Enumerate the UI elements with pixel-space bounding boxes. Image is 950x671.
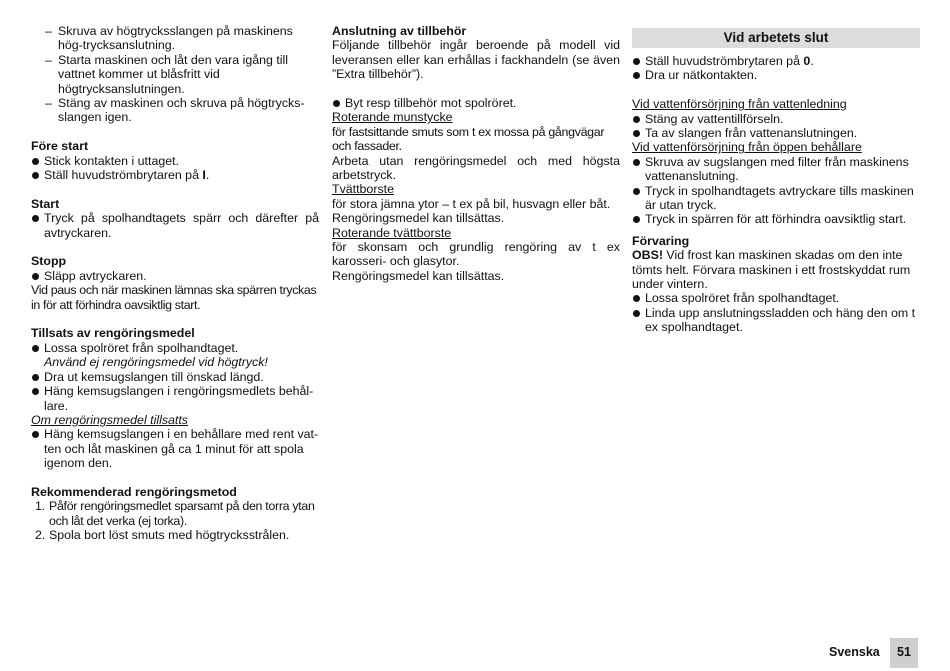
page-number: 51: [890, 638, 918, 668]
body-text: Rengöringsmedel kan tillsättas.: [332, 268, 505, 283]
dash-item: – Skruva av högtrycksslangen på maskinens hög-trycksanslutning.: [31, 24, 319, 53]
warning-text: Använd ej rengöringsmedel vid högtryck!: [44, 355, 268, 370]
body-text: för stora jämna ytor – t ex på bil, husvagn eller båt.: [332, 196, 611, 211]
bullet-item: Häng kemsugslangen i rengöringsmedlets behål-lare.: [31, 384, 319, 413]
heading-fore-start: Före start: [31, 139, 89, 154]
heading-anslutning: Anslutning av tillbehör: [332, 24, 467, 38]
bullet-text: Ställ huvudströmbrytaren på: [645, 54, 804, 68]
step-text: Spola bort löst smuts med högtrycksstrålen.: [49, 528, 290, 543]
section-title-vid-arbetets-slut: Vid arbetets slut: [632, 28, 920, 48]
dash-item: – Stäng av maskinen och skruva på högtrycks-slangen igen.: [31, 96, 319, 125]
obs-text: Vid frost kan maskinen skadas om den inte tömts helt. Förvara maskinen i ett frostskyddat rum under vintern.: [632, 248, 911, 292]
intro-text: Följande tillbehör ingår beroende på modell vid leveransen eller kan erhållas i fackhandeln (se även ”Extra tillbehör”).: [332, 38, 620, 82]
numbered-step: [31, 499, 319, 528]
subheading-oppen-behallare: Vid vattenförsörjning från öppen behållare: [632, 140, 862, 155]
heading-tillsats: Tillsats av rengöringsmedel: [31, 326, 195, 341]
bullet-text: Ställ huvudströmbrytaren på: [44, 168, 203, 183]
column-right: [632, 28, 920, 335]
bullet-item: Lossa spolröret från spolhandtaget.: [632, 291, 920, 305]
bullet-item: Släpp avtryckaren.: [31, 269, 319, 283]
subheading-roterande-munstycke: Roterande munstycke: [332, 110, 453, 125]
body-text: för skonsam och grundlig rengöring av t ex karosseri- och glasytor.: [332, 240, 620, 269]
bullet-item: [632, 54, 920, 68]
bullet-item: Ta av slangen från vattenanslutningen.: [632, 126, 920, 140]
column-left: [31, 24, 319, 543]
bullet-item: Dra ut kemsugslangen till önskad längd.: [31, 370, 319, 384]
body-text: Rengöringsmedel kan tillsättas.: [332, 211, 505, 226]
bullet-item: Tryck in spolhandtagets avtryckare tills maskinen är utan tryck.: [632, 184, 920, 213]
step-number: 1.: [35, 499, 45, 514]
subheading-roterande-tvattborste: Roterande tvättborste: [332, 225, 452, 240]
bullet-item: Stäng av vattentillförseln.: [632, 112, 920, 126]
obs-paragraph: [632, 248, 920, 291]
subheading-tvattborste: Tvättborste: [332, 182, 394, 197]
body-text: Arbeta utan rengöringsmedel och med högsta arbetstryck.: [332, 153, 620, 183]
dash-item: – Starta maskinen och låt den vara igång till vattnet kommer ut blåsfritt vid högtrycksanslutningen.: [31, 53, 319, 96]
subheading-om-rengoringsmedel: Om rengöringsmedel tillsatts: [31, 412, 189, 427]
bullet-item: Stick kontakten i uttaget.: [31, 154, 319, 168]
footer-language: Svenska: [829, 645, 880, 659]
punctuation: .: [205, 168, 210, 183]
stopp-note: Vid paus och när maskinen lämnas ska spärren tryckas in för att förhindra oavsiktlig start.: [31, 283, 317, 312]
heading-stopp: Stopp: [31, 254, 67, 269]
bullet-item: Linda upp anslutningssladden och häng den om t ex spolhandtaget.: [632, 306, 920, 335]
numbered-step: [31, 528, 319, 542]
heading-metod: Rekommenderad rengöringsmetod: [31, 484, 237, 499]
bullet-item: Häng kemsugslangen i en behållare med rent vat-ten och låt maskinen gå ca 1 minut för att spola igenom den.: [31, 427, 319, 470]
switch-position-on: I: [202, 168, 206, 183]
bullet-item: Tryck på spolhandtagets spärr och därefter på avtryckaren.: [31, 211, 319, 240]
obs-label: OBS!: [632, 248, 663, 263]
heading-forvaring: Förvaring: [632, 233, 690, 248]
bullet-item: Lossa spolröret från spolhandtaget.: [31, 341, 319, 355]
bullet-item: Byt resp tillbehör mot spolröret.: [332, 96, 620, 110]
bullet-item: Skruva av sugslangen med filter från maskinens vattenanslutning.: [632, 155, 920, 184]
column-middle: [332, 24, 620, 283]
step-text: Påför rengöringsmedlet sparsamt på den torra ytan och låt det verka (ej torka).: [49, 499, 315, 528]
step-number: 2.: [35, 528, 46, 543]
switch-position-off: 0: [803, 54, 811, 68]
bullet-item: Tryck in spärren för att förhindra oavsiktlig start.: [632, 212, 920, 226]
bullet-item: [31, 168, 319, 182]
subheading-vattenledning: Vid vattenförsörjning från vattenledning: [632, 97, 847, 112]
heading-start: Start: [31, 196, 60, 211]
bullet-item: Dra ur nätkontakten.: [632, 68, 920, 82]
body-text: för fastsittande smuts som t ex mossa på gångvägar och fassader.: [332, 124, 605, 154]
punctuation: .: [810, 54, 814, 68]
